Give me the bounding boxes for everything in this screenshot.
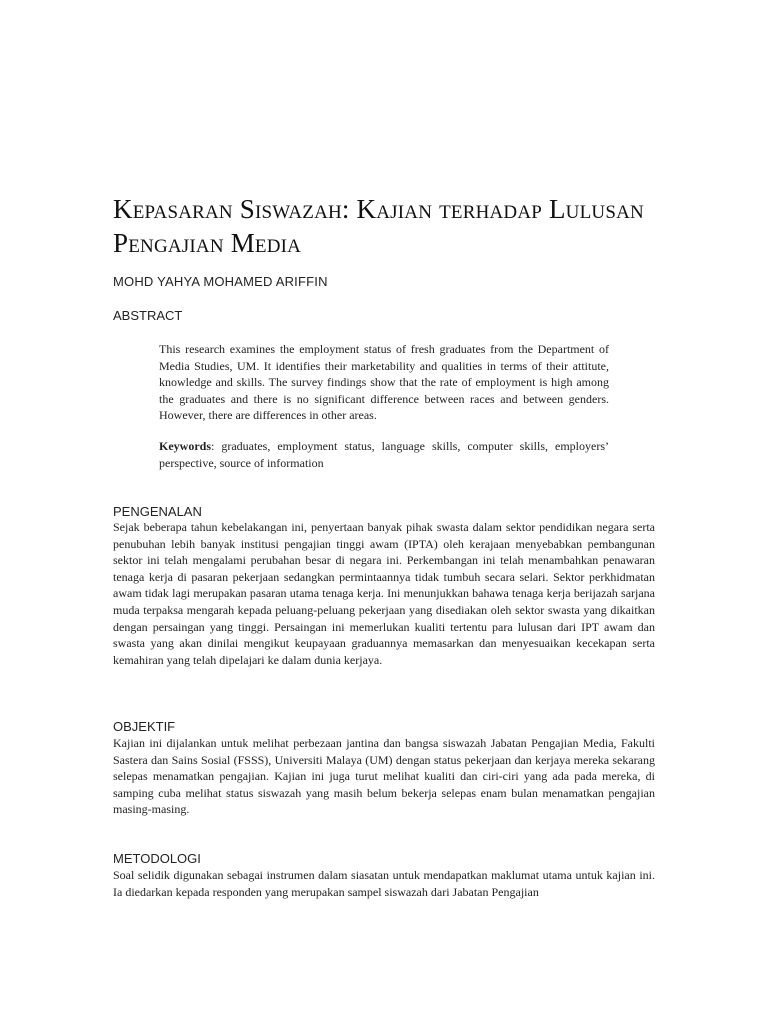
abstract-body: This research examines the employment status of fresh graduates from the Department of Media Studies, UM. It identifies their marketability and qualities in terms of their attitute, knowledge and skills. The survey findings show that the rate of employment is high among the graduates and there is no significant difference between races and between genders. However, there are differences in other areas.: [159, 342, 609, 422]
section-heading-metodologi: METODOLOGI: [113, 851, 201, 866]
section-heading-pengenalan: PENGENALAN: [113, 504, 202, 519]
paper-title: Kepasaran Siswazah: Kajian terhadap Lulusan Pengajian Media: [113, 194, 644, 258]
keywords-text: : graduates, employment status, language skills, computer skills, employers’ perspective, source of information: [159, 439, 609, 470]
author-name: MOHD YAHYA MOHAMED ARIFFIN: [113, 274, 328, 289]
keywords-paragraph: [159, 438, 609, 471]
section-body-metodologi: Soal selidik digunakan sebagai instrumen dalam siasatan untuk mendapatkan maklumat utama untuk kajian ini. Ia diedarkan kepada responden yang merupakan sampel siswazah dari Jabatan Pengajian: [113, 868, 655, 899]
keywords-label: Keywords: [159, 439, 211, 453]
abstract-heading: ABSTRACT: [113, 308, 183, 323]
section-body-pengenalan: Sejak beberapa tahun kebelakangan ini, penyertaan banyak pihak swasta dalam sektor pendidikan negara serta penubuhan lebih banyak institusi pengajian tinggi awam (IPTA) oleh kerajaan menyebabkan pembangunan sektor ini telah mengalami perubahan besar di negara ini. Perkembangan ini telah menambahkan penawaran tenaga kerja di pasaran pekerjaan sedangkan permintaannya tidak tumbuh secara selari. Sektor perkhidmatan awam tidak lagi merupakan pasaran utama tenaga kerja. Ini menunjukkan bahawa tenaga kerja berijazah sarjana muda terpaksa mengarah kepada peluang-peluang pekerjaan yang disediakan oleh sektor swasta yang dikaitkan dengan persaingan yang tinggi. Persaingan ini memerlukan kualiti tertentu para lulusan dari IPT awam dan swasta yang akan dinilai mengikut keupayaan graduannya memasarkan dan menyesuaikan kecekapan serta kemahiran yang telah dipelajari ke dalam dunia kerjaya.: [113, 520, 655, 667]
section-heading-objektif: OBJEKTIF: [113, 719, 176, 734]
section-body-objektif: Kajian ini dijalankan untuk melihat perbezaan jantina dan bangsa siswazah Jabatan Pengajian Media, Fakulti Sastera dan Sains Sosial (FSSS), Universiti Malaya (UM) dengan status pekerjaan dan kerjaya mereka sekarang selepas menamatkan pengajian. Kajian ini juga turut melihat kualiti dan ciri-ciri yang ada pada mereka, di samping cuba melihat status siswazah yang masih belum bekerja selepas enam bulan menamatkan pengajian masing-masing.: [113, 736, 655, 817]
